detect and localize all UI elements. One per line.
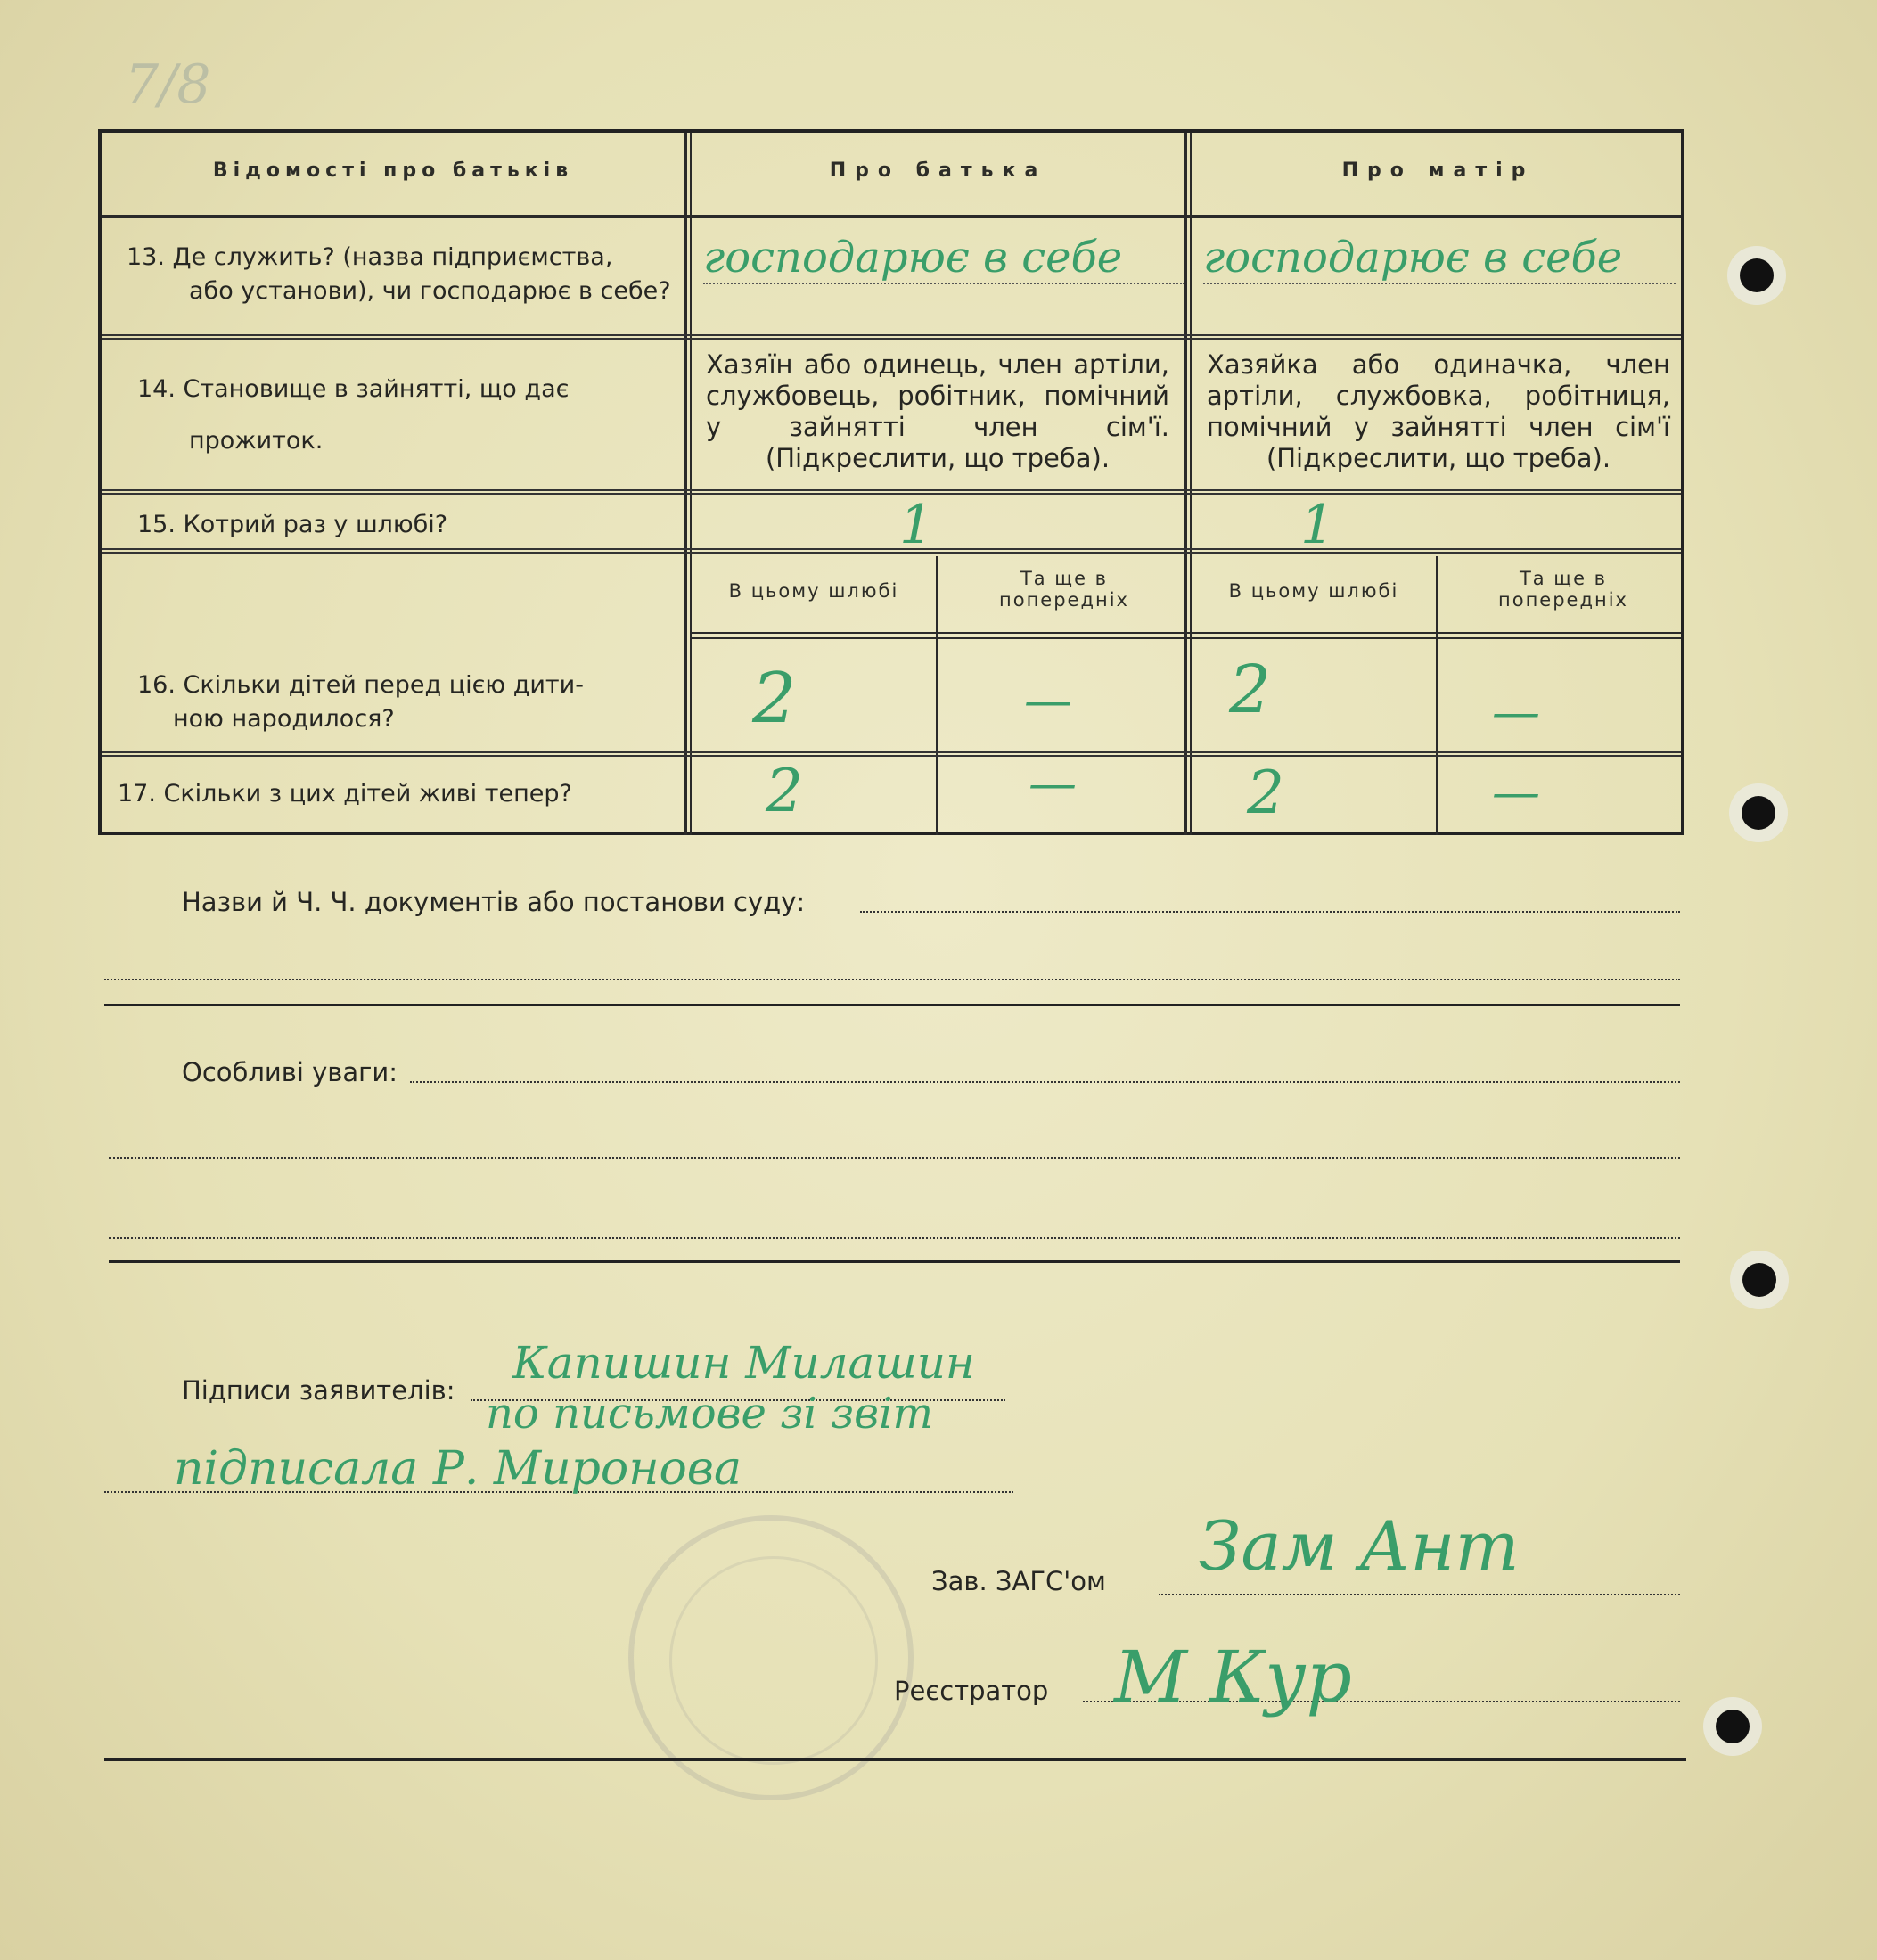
sub-divider-mother — [1436, 556, 1438, 835]
row16-mother-current-header: В цьому шлюбі — [1228, 580, 1399, 602]
row13-father-answer: господарює в себе — [703, 233, 1184, 284]
row16-question-line2: ною народилося? — [173, 705, 395, 733]
documents-label: Назви й Ч. Ч. документів або постанови суду: — [182, 887, 806, 917]
header-father: Про батька — [829, 160, 1047, 182]
remarks-line-1 — [410, 1081, 1680, 1083]
applicants-signature-line3: підписала Р. Миронова — [174, 1442, 742, 1496]
registrar-label: Реєстратор — [894, 1676, 1049, 1706]
documents-line-1 — [860, 911, 1680, 913]
documents-rule — [104, 1004, 1680, 1006]
row13-question-line1: 13. Де служить? (назва підприємства, — [127, 243, 613, 271]
row16-mother-current: 2 — [1229, 652, 1272, 728]
applicants-label: Підписи заявителів: — [182, 1375, 455, 1406]
head-signature: Зам Ант — [1199, 1506, 1520, 1586]
row13-mother-answer: господарює в себе — [1203, 233, 1676, 284]
row13-question-line2: або установи), чи господарює в себе? — [189, 277, 671, 305]
row14-rule — [102, 489, 1681, 495]
header-rule — [102, 215, 1681, 218]
binder-hole-2 — [1742, 796, 1775, 830]
col-divider-2 — [1184, 133, 1187, 835]
row14-question-line1: 14. Становище в зайнятті, що дає — [137, 375, 570, 403]
head-label: Зав. ЗАГС'ом — [931, 1566, 1106, 1596]
row15-mother-answer: 1 — [1300, 494, 1335, 556]
row14-question-line2: прожиток. — [189, 427, 324, 455]
col-divider-1b — [690, 133, 692, 835]
row14-mother-options: Хазяйка або одиначка, член артіли, службовка, робітниця, помічний у зайнятті член сім'ї (Підкреслити, що треба). — [1207, 349, 1670, 473]
row16-sub-rule-b — [690, 637, 1681, 639]
row16-father-current: 2 — [752, 659, 797, 739]
applicants-signature-line2: по письмове зі звіт — [486, 1389, 933, 1439]
registrar-signature: М Кур — [1114, 1636, 1352, 1718]
row14-father-options: Хазяїн або одинець, член артіли, службовець, робітник, помічний у зайнятті член сім'ї. (Підкреслити, що треба). — [706, 349, 1169, 473]
row16-mother-previous: — — [1492, 684, 1540, 740]
header-mother: Про матір — [1341, 160, 1535, 182]
row17-father-previous: — — [1029, 755, 1077, 811]
row16-mother-previous-header: Та ще в попередніх — [1498, 568, 1628, 611]
row17-father-current: 2 — [766, 757, 803, 825]
row17-mother-previous: — — [1492, 764, 1540, 820]
bottom-rule — [104, 1758, 1686, 1761]
sub-divider-father — [936, 556, 938, 835]
row15-question: 15. Котрий раз у шлюбі? — [137, 511, 448, 538]
row17-mother-current: 2 — [1247, 759, 1284, 827]
row15-father-answer: 1 — [899, 494, 934, 556]
binder-hole-3 — [1742, 1263, 1776, 1297]
col-divider-1 — [684, 133, 687, 835]
head-signature-line — [1159, 1594, 1680, 1595]
documents-line-2 — [104, 979, 1680, 980]
row15-rule — [102, 548, 1681, 554]
row16-sub-rule — [690, 632, 1681, 634]
row16-father-previous-header: Та ще в попередніх — [999, 568, 1129, 611]
row16-rule — [102, 751, 1681, 757]
binder-hole-1 — [1740, 258, 1774, 292]
remarks-line-2 — [109, 1157, 1680, 1159]
remarks-label: Особливі уваги: — [182, 1057, 398, 1087]
binder-hole-4 — [1716, 1710, 1750, 1743]
row16-father-current-header: В цьому шлюбі — [728, 580, 899, 602]
row17-question: 17. Скільки з цих дітей живі тепер? — [118, 780, 572, 808]
header-info: Відомості про батьків — [212, 160, 574, 182]
archive-mark: 7/8 — [125, 53, 211, 116]
col-divider-2b — [1190, 133, 1192, 835]
row16-father-previous: — — [1024, 672, 1072, 728]
remarks-line-3 — [109, 1237, 1680, 1239]
applicants-signature-line1: Капишин Милашин — [512, 1337, 975, 1389]
row13-rule — [102, 334, 1681, 340]
parents-info-table — [98, 129, 1684, 835]
row16-question-line1: 16. Скільки дітей перед цією дити- — [137, 671, 584, 699]
remarks-rule — [109, 1260, 1680, 1263]
